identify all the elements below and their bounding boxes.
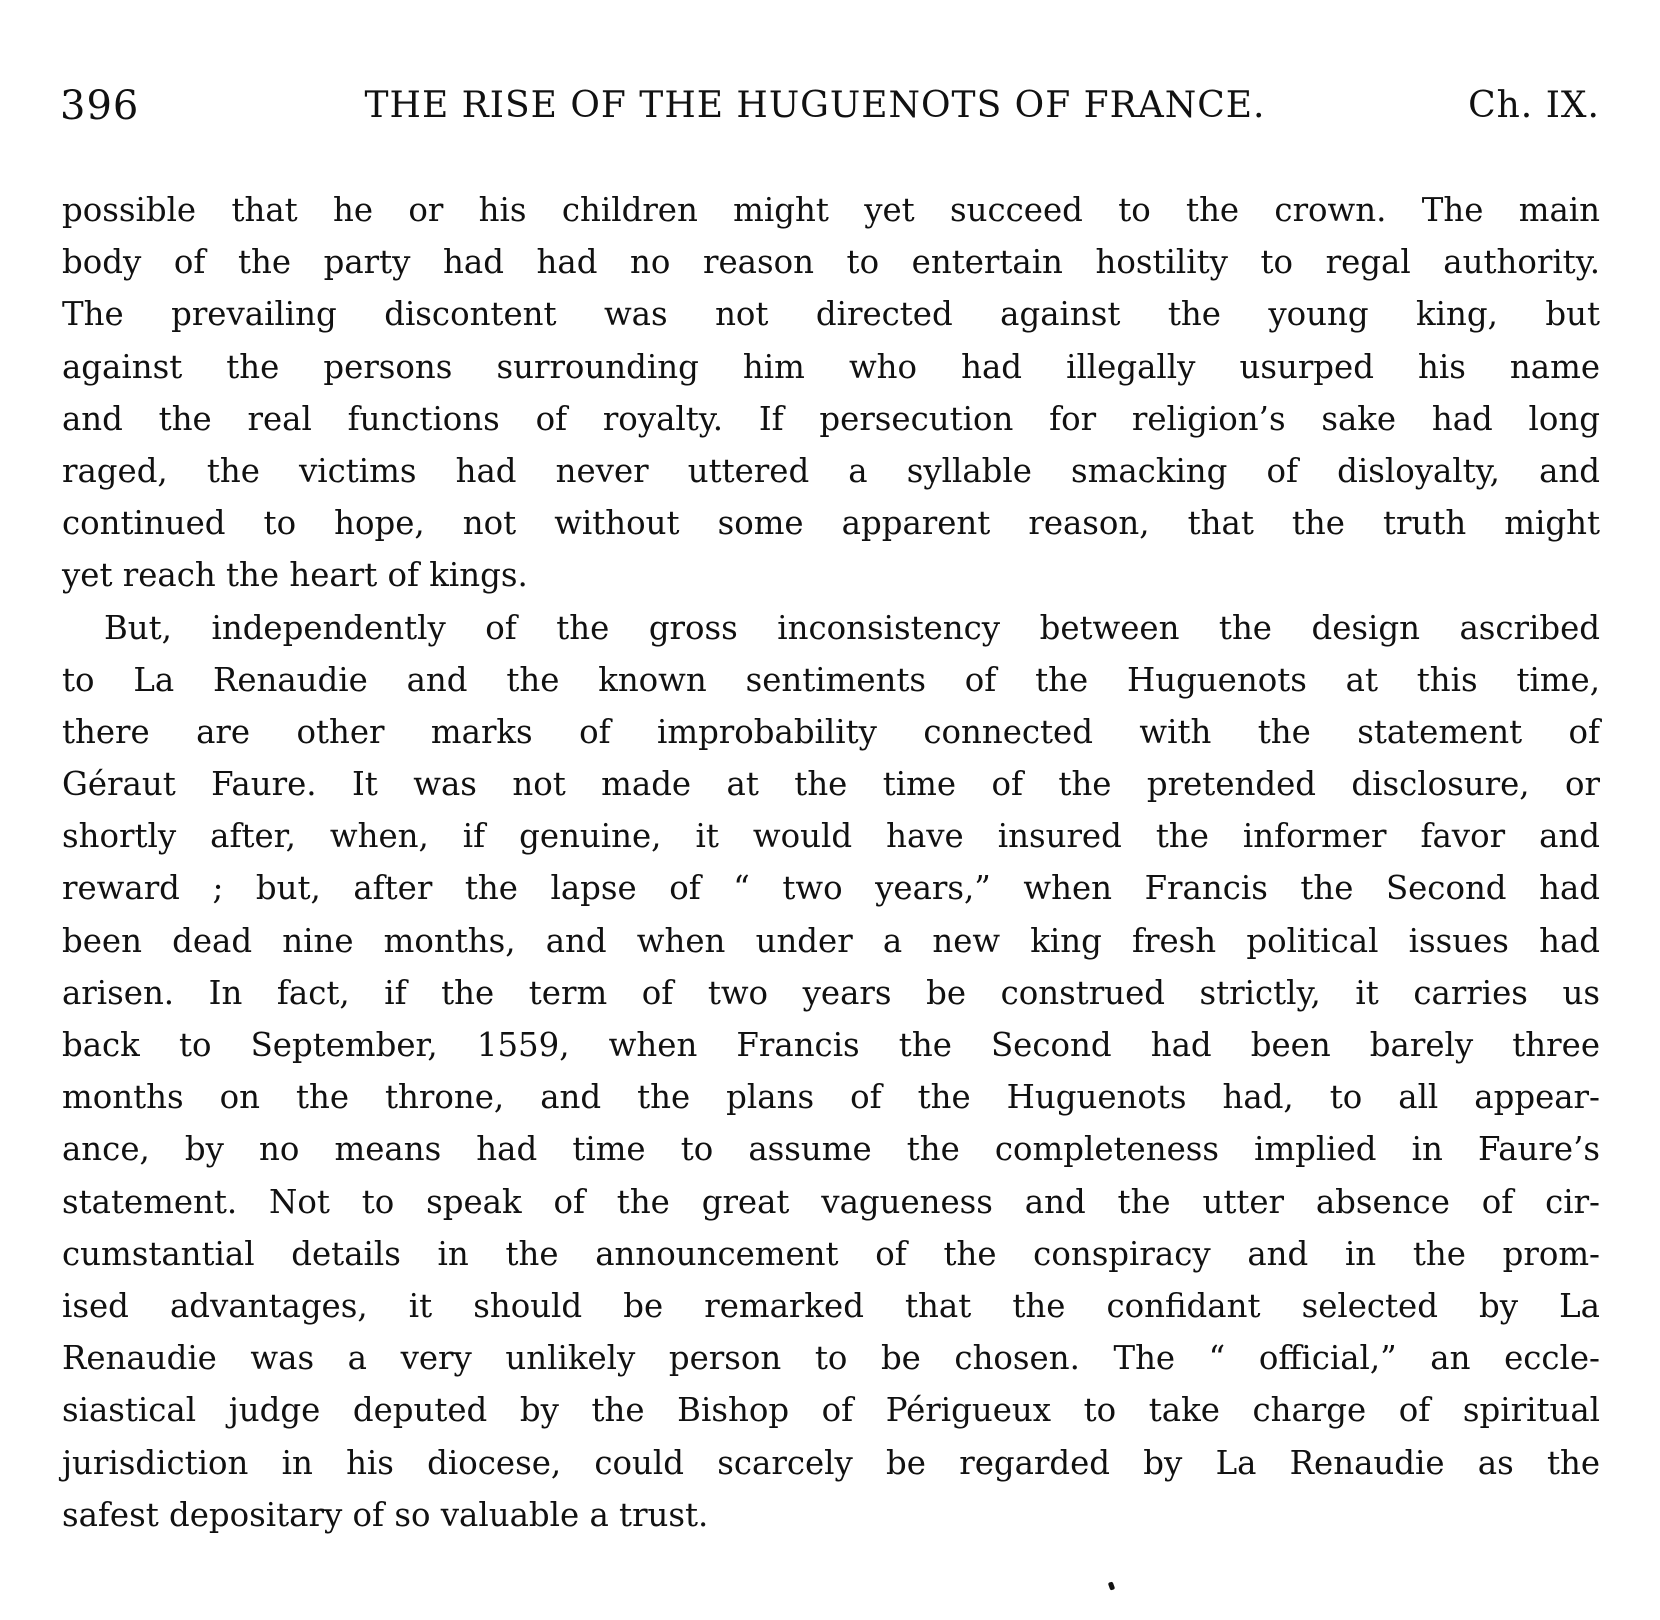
text-line: against the persons surrounding him who had illegally usurped his name xyxy=(62,347,1600,386)
text-line: Renaudie was a very unlikely person to be chosen. The “ official,” an eccle- xyxy=(62,1339,1600,1378)
text-line: body of the party had had no reason to entertain hostility to regal authority. xyxy=(62,243,1600,282)
chapter-reference: Ch. IX. xyxy=(1468,85,1600,126)
text-line: ised advantages, it should be remarked that the confidant selected by La xyxy=(62,1286,1600,1325)
paragraph-1 xyxy=(62,184,1600,602)
text-line: safest depositary of so valuable a trust. xyxy=(62,1495,709,1534)
text-line: shortly after, when, if genuine, it would have insured the informer favor and xyxy=(62,817,1600,856)
text-line: been dead nine months, and when under a new king fresh political issues had xyxy=(62,921,1600,960)
text-line: there are other marks of improbability connected with the statement of xyxy=(62,712,1600,751)
text-line: reward ; but, after the lapse of “ two years,” when Francis the Second had xyxy=(62,869,1600,908)
text-line: ance, by no means had time to assume the completeness implied in Faure’s xyxy=(62,1130,1600,1169)
text-line: But, independently of the gross inconsistency between the design ascribed xyxy=(104,608,1600,647)
text-line: Géraut Faure. It was not made at the time of the pretended disclosure, or xyxy=(62,765,1600,804)
text-line: and the real functions of royalty. If persecution for religion’s sake had long xyxy=(62,399,1600,438)
text-line: back to September, 1559, when Francis the Second had been barely three xyxy=(62,1026,1600,1064)
ink-speck xyxy=(1108,1581,1115,1590)
text-line: cumstantial details in the announcement of the conspiracy and in the prom- xyxy=(62,1234,1600,1273)
text-line: The prevailing discontent was not directed against the young king, but xyxy=(62,295,1600,334)
paragraph-2 xyxy=(62,602,1600,1541)
text-line: continued to hope, not without some apparent reason, that the truth might xyxy=(62,504,1600,543)
text-line: raged, the victims had never uttered a syllable smacking of disloyalty, and xyxy=(62,451,1600,490)
book-title: THE RISE OF THE HUGUENOTS OF FRANCE. xyxy=(364,85,1266,126)
text-line: jurisdiction in his diocese, could scarcely be regarded by La Renaudie as the xyxy=(62,1443,1600,1482)
running-head xyxy=(60,76,1600,136)
text-line: yet reach the heart of kings. xyxy=(62,556,528,595)
text-line: siastical judge deputed by the Bishop of Périgueux to take charge of spiritual xyxy=(62,1391,1600,1430)
text-line: arisen. In fact, if the term of two years be construed strictly, it carries us xyxy=(62,973,1600,1012)
text-line: possible that he or his children might yet succeed to the crown. The main xyxy=(62,191,1600,229)
text-line: to La Renaudie and the known sentiments of the Huguenots at this time, xyxy=(62,660,1600,699)
text-line: statement. Not to speak of the great vagueness and the utter absence of cir- xyxy=(62,1182,1600,1221)
body-text xyxy=(62,184,1600,1541)
text-line: months on the throne, and the plans of the Huguenots had, to all appear- xyxy=(62,1078,1600,1117)
page-number: 396 xyxy=(60,83,140,129)
